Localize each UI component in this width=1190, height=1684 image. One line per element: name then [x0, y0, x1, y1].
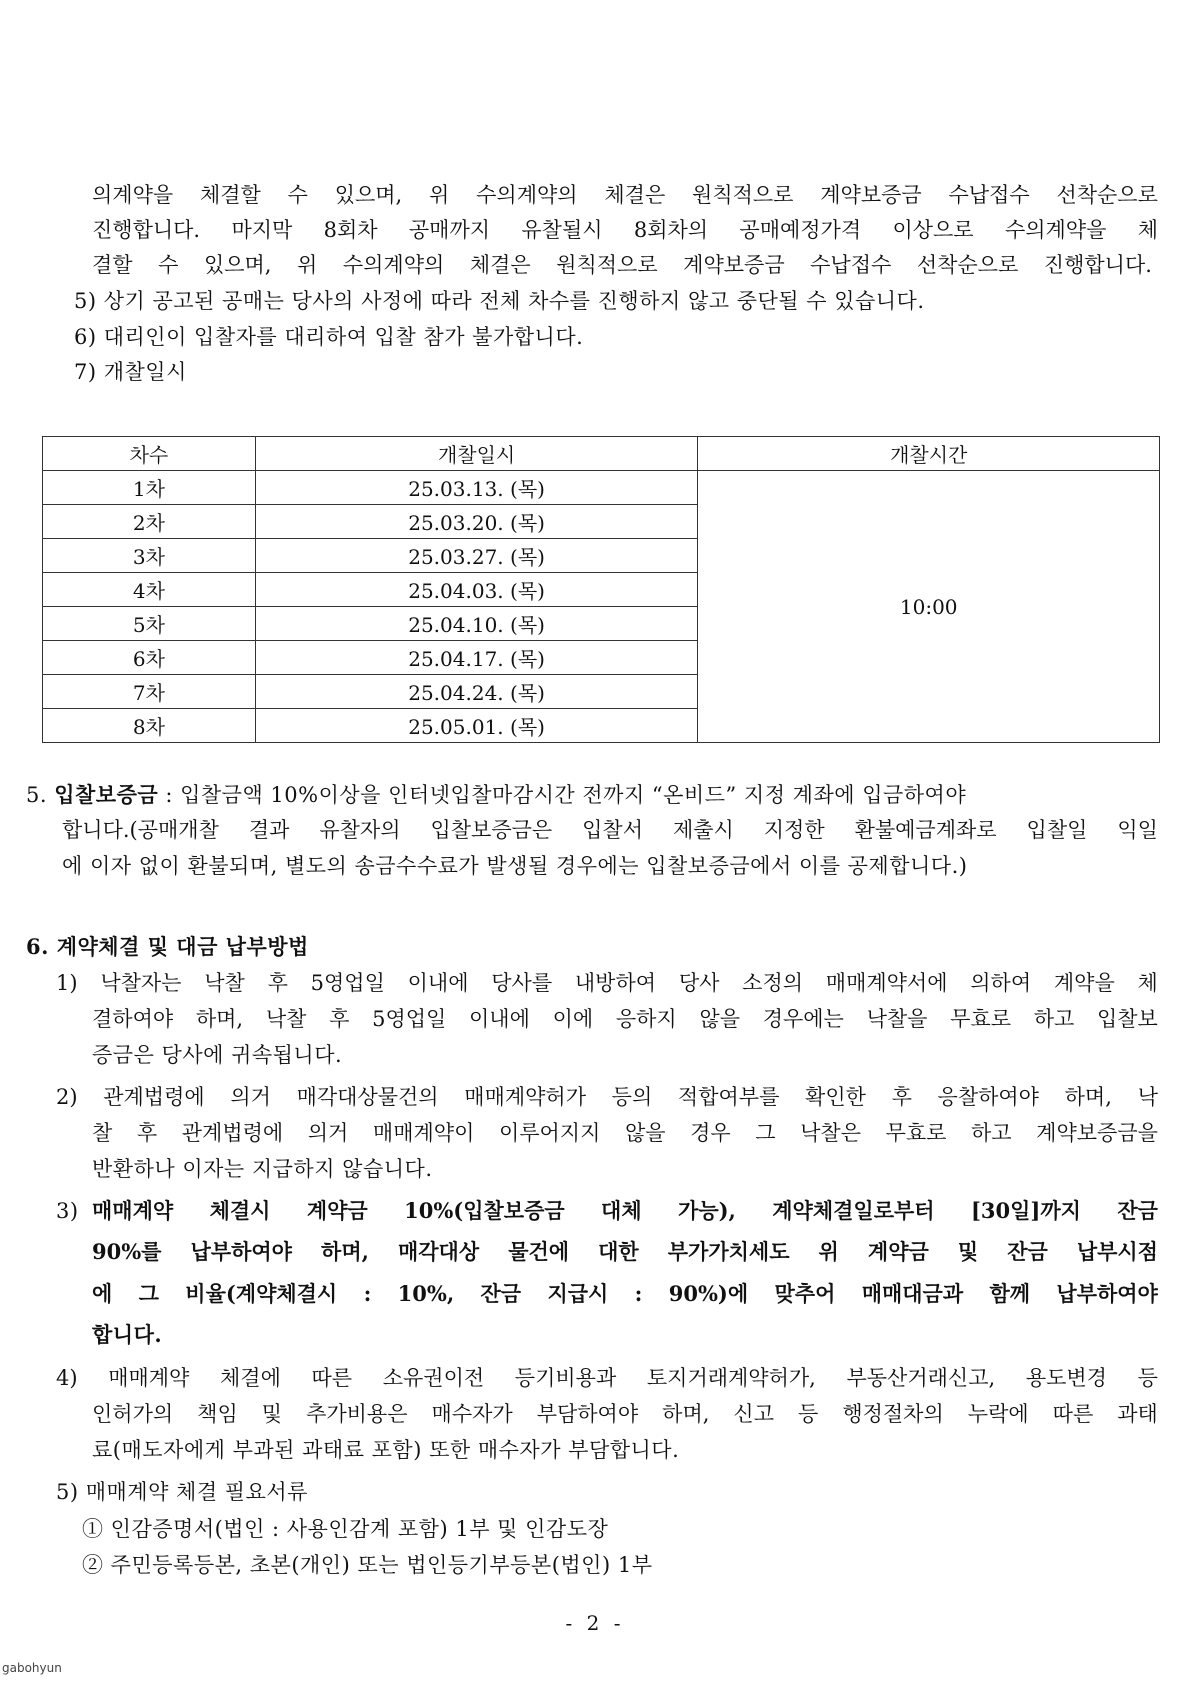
section-5-line-3: 에 이자 없이 환불되며, 별도의 송금수수료가 발생될 경우에는 입찰보증금에서 이를 공제합니다.) — [62, 854, 968, 878]
word: 낙찰을 — [866, 1007, 928, 1031]
section-5-title: 입찰보증금 — [54, 782, 159, 807]
round-cell: 2차 — [43, 505, 256, 539]
word: 등 — [798, 1402, 819, 1426]
schedule-header-row — [43, 437, 1160, 471]
word: 낙찰은 — [800, 1121, 861, 1145]
section-5-text: : 입찰금액 10%이상을 인터넷입찰마감시간 전까지 “온비드” 지정 계좌에 입금하여야 — [158, 783, 967, 807]
word: 계약보증금을 — [1036, 1121, 1158, 1145]
word: 경우에는 — [762, 1007, 844, 1031]
item-6: 6) 대리인이 입찰자를 대리하여 입찰 참가 불가합니다. — [74, 325, 584, 349]
word: 체결시 — [209, 1198, 271, 1223]
round-cell: 5차 — [43, 607, 256, 641]
word: 의하여 — [970, 971, 1032, 995]
word: 잔금 — [480, 1281, 522, 1306]
word: 결하여야 — [92, 1007, 174, 1031]
round-cell: 6차 — [43, 641, 256, 675]
s6-p1-line-3: 증금은 당사에 귀속됩니다. — [92, 1043, 343, 1067]
word: : — [634, 1281, 643, 1306]
word: 8회차의 — [633, 218, 709, 242]
word: 이내에 — [407, 971, 469, 995]
word: : — [363, 1281, 372, 1306]
time-cell: 10:00 — [698, 471, 1160, 743]
s6-p3-line-2 — [92, 1237, 1158, 1267]
date-cell: 25.04.17. (목) — [255, 641, 698, 675]
word: 부가가치세도 — [667, 1239, 790, 1264]
word: 진행합니다. — [1043, 253, 1152, 277]
word: 수의계약의 — [476, 183, 578, 207]
watermark-text: gabohyun — [2, 1661, 62, 1675]
word: 등 — [1137, 1366, 1158, 1390]
word: 따른 — [1052, 1402, 1094, 1426]
intro-line-1 — [92, 180, 1158, 210]
word: 않을 — [699, 1007, 740, 1031]
word: 체 — [1137, 218, 1158, 242]
word: 입찰일 — [1026, 818, 1088, 842]
page-number: - 2 - — [565, 1611, 625, 1635]
section-5-line-1 — [26, 780, 966, 810]
word: 수납접수 — [810, 253, 892, 277]
word: 매매계약 — [92, 1198, 174, 1223]
word: 않을 — [624, 1121, 666, 1145]
word: 하며, — [195, 1007, 244, 1031]
word: 후 — [136, 1121, 158, 1145]
word: 인허가의 — [92, 1402, 174, 1426]
word: 있으며, — [203, 253, 272, 277]
word: 수납접수 — [948, 183, 1030, 207]
word: 납부하여야 — [190, 1239, 292, 1264]
word: 신고 — [733, 1402, 774, 1426]
round-cell: 1차 — [43, 471, 256, 505]
word: 후 — [329, 1007, 350, 1031]
word: 비율(계약체결시 — [185, 1281, 338, 1306]
required-doc-1: ① 인감증명서(법인 : 사용인감계 포함) 1부 및 인감도장 — [82, 1517, 609, 1541]
s6-p2-line-1 — [56, 1082, 1158, 1112]
required-doc-2: ② 주민등록등본, 초본(개인) 또는 법인등기부등본(법인) 1부 — [82, 1553, 653, 1577]
word: 매매대금과 — [861, 1281, 964, 1306]
s6-p4-line-2 — [92, 1399, 1158, 1429]
word: 체 — [1137, 971, 1158, 995]
word: 이내에 — [469, 1007, 530, 1031]
word: 계약금 — [306, 1198, 368, 1223]
date-cell: 25.04.03. (목) — [255, 573, 698, 607]
word: 과태 — [1117, 1402, 1158, 1426]
word: 소정의 — [742, 971, 804, 995]
s6-p3-number: 3) — [56, 1199, 79, 1223]
word: 잔금 — [1007, 1239, 1048, 1264]
s6-p3-line-1 — [92, 1196, 1158, 1226]
word: 이상으로 — [892, 218, 974, 242]
word: 대한 — [598, 1239, 639, 1264]
word: 입찰서 — [582, 818, 643, 842]
word: 누락에 — [967, 1402, 1029, 1426]
word: 10%(입찰보증금 — [404, 1198, 565, 1223]
word: 확인한 — [805, 1085, 866, 1109]
word: 그 — [755, 1121, 776, 1145]
word: 매매계약허가 — [464, 1085, 586, 1109]
word: 수 — [158, 253, 179, 277]
word: 지급시 — [547, 1281, 609, 1306]
word: 낙찰 — [265, 1007, 307, 1031]
word: 원칙적으로 — [556, 253, 658, 277]
word: 있으며, — [334, 183, 403, 207]
s6-p2-line-3: 반환하나 이자는 지급하지 않습니다. — [92, 1157, 433, 1181]
schedule-table — [42, 436, 1160, 743]
word: 2) — [56, 1085, 78, 1109]
word: 익일 — [1117, 818, 1158, 842]
section-6-title: 6. 계약체결 및 대금 납부방법 — [26, 934, 309, 959]
word: 체결은 — [469, 253, 531, 277]
s6-p2-line-2 — [92, 1118, 1158, 1148]
word: 경우 — [690, 1121, 731, 1145]
word: 입찰보증금은 — [430, 818, 553, 842]
s6-p3-line-3 — [92, 1279, 1158, 1309]
word: 결할 — [92, 253, 133, 277]
word: 및 — [957, 1239, 979, 1264]
word: 무효로 — [885, 1121, 947, 1145]
word: 위 — [297, 253, 318, 277]
word: 낙찰 — [204, 971, 245, 995]
word: 매수자가 — [431, 1402, 513, 1426]
word: 입찰보 — [1096, 1007, 1158, 1031]
s6-p4-line-3: 료(매도자에게 부과된 과태료 포함) 또한 매수자가 부담합니다. — [92, 1438, 680, 1462]
header-round: 차수 — [43, 437, 256, 471]
s6-p1-line-1 — [56, 968, 1158, 998]
word: 부담하여야 — [536, 1402, 639, 1426]
word: 이루어지지 — [498, 1121, 601, 1145]
s6-p5: 5) 매매계약 체결 필요서류 — [56, 1480, 308, 1504]
word: 하며, — [1064, 1085, 1112, 1109]
word: 10%, — [397, 1281, 455, 1306]
word: 계약금 — [867, 1239, 929, 1264]
word: 관계법령에 — [181, 1121, 284, 1145]
word: 매매계약 — [108, 1366, 190, 1390]
word: 매매계약서에 — [825, 971, 948, 995]
word: 하고 — [1033, 1007, 1075, 1031]
date-cell: 25.03.27. (목) — [255, 539, 698, 573]
word: 에 — [92, 1281, 113, 1306]
word: 계약을 — [1053, 971, 1115, 995]
section-5-number: 5. — [26, 783, 48, 807]
word: 유찰자의 — [319, 818, 401, 842]
word: 후 — [267, 971, 288, 995]
word: 매각대상물건의 — [296, 1085, 439, 1109]
word: 관계법령에 — [103, 1085, 205, 1109]
word: 선착순으로 — [916, 253, 1019, 277]
word: 매각대상 — [397, 1239, 480, 1264]
s6-p3-line-4: 합니다. — [92, 1322, 163, 1347]
word: 낙찰자는 — [100, 971, 182, 995]
word: 대체 — [601, 1198, 642, 1223]
word: 하며, — [321, 1239, 369, 1264]
word: 후 — [891, 1085, 912, 1109]
header-date: 개찰일시 — [255, 437, 698, 471]
date-cell: 25.04.10. (목) — [255, 607, 698, 641]
round-cell: 7차 — [43, 675, 256, 709]
table-row — [43, 471, 1160, 505]
word: 응찰하여야 — [937, 1085, 1039, 1109]
word: 함께 — [989, 1281, 1031, 1306]
word: 적합여부를 — [677, 1085, 780, 1109]
item-7: 7) 개찰일시 — [74, 360, 187, 384]
word: 90%를 — [92, 1239, 162, 1264]
word: 수의계약의 — [342, 253, 445, 277]
word: 내방하여 — [574, 971, 657, 995]
word: 위 — [429, 183, 450, 207]
word: 계약보증금 — [683, 253, 785, 277]
round-cell: 8차 — [43, 709, 256, 743]
word: 물건에 — [508, 1239, 570, 1264]
word: 의거 — [307, 1121, 349, 1145]
word: 맞추어 — [774, 1281, 836, 1306]
date-cell: 25.03.13. (목) — [255, 471, 698, 505]
word: 응하지 — [615, 1007, 677, 1031]
word: 및 — [261, 1402, 283, 1426]
word: 이에 — [552, 1007, 594, 1031]
word: 환불예금계좌로 — [854, 818, 997, 842]
word: 공매까지 — [408, 218, 491, 242]
word: 유찰될시 — [521, 218, 603, 242]
word: 등의 — [611, 1085, 653, 1109]
word: 선착순으로 — [1056, 183, 1158, 207]
word: 행정절차의 — [842, 1402, 944, 1426]
section-5-line-2 — [62, 815, 1158, 845]
word: 용도변경 — [1025, 1366, 1107, 1390]
word: 계약보증금 — [820, 183, 922, 207]
word: 납부하여야 — [1056, 1281, 1158, 1306]
s6-p4-line-1 — [56, 1363, 1158, 1393]
word: 지정한 — [763, 818, 825, 842]
word: 진행합니다. — [92, 218, 201, 242]
word: 체결은 — [604, 183, 666, 207]
word: 체결할 — [199, 183, 261, 207]
s6-p1-line-2 — [92, 1004, 1158, 1034]
word: 위 — [818, 1239, 839, 1264]
word: 수의계약을 — [1004, 218, 1107, 242]
word: 낙 — [1137, 1085, 1158, 1109]
word: 수 — [287, 183, 308, 207]
word: 그 — [138, 1281, 159, 1306]
word: 찰 — [92, 1121, 113, 1145]
round-cell: 3차 — [43, 539, 256, 573]
word: 결과 — [248, 818, 290, 842]
date-cell: 25.03.20. (목) — [255, 505, 698, 539]
word: 계약체결일로부터 — [772, 1198, 935, 1223]
round-cell: 4차 — [43, 573, 256, 607]
word: 가능), — [678, 1198, 736, 1223]
header-time: 개찰시간 — [698, 437, 1160, 471]
word: 매매계약이 — [372, 1121, 475, 1145]
word: 원칙적으로 — [692, 183, 794, 207]
word: 하고 — [971, 1121, 1012, 1145]
word: 잔금 — [1117, 1198, 1158, 1223]
word: 의계약을 — [92, 183, 174, 207]
word: 당사 — [678, 971, 720, 995]
word: 체결에 — [220, 1366, 281, 1390]
word: 5영업일 — [310, 971, 385, 995]
word: 소유권이전 — [382, 1366, 485, 1390]
item-5: 5) 상기 공고된 공매는 당사의 사정에 따라 전체 차수를 진행하지 않고 중단될 수 있습니다. — [74, 289, 925, 313]
word: 4) — [56, 1366, 78, 1390]
word: 90%)에 — [668, 1281, 749, 1306]
word: 추가비용은 — [306, 1402, 408, 1426]
intro-line-3 — [92, 250, 1152, 280]
word: 무효로 — [950, 1007, 1011, 1031]
word: 당사를 — [491, 971, 553, 995]
word: 책임 — [197, 1402, 238, 1426]
word: 등기비용과 — [514, 1366, 617, 1390]
word: 제출시 — [672, 818, 734, 842]
intro-line-2 — [92, 215, 1158, 245]
word: 따른 — [311, 1366, 353, 1390]
word: 하며, — [662, 1402, 710, 1426]
date-cell: 25.04.24. (목) — [255, 675, 698, 709]
word: [30일]까지 — [970, 1198, 1081, 1223]
word: 부동산거래신고, — [846, 1366, 996, 1390]
word: 토지거래계약허가, — [646, 1366, 816, 1390]
word: 8회차 — [323, 218, 378, 242]
word: 합니다.(공매개찰 — [62, 818, 219, 842]
word: 납부시점 — [1076, 1239, 1158, 1264]
word: 마지막 — [231, 218, 293, 242]
word: 공매예정가격 — [739, 218, 862, 242]
word: 의거 — [230, 1085, 271, 1109]
date-cell: 25.05.01. (목) — [255, 709, 698, 743]
word: 5영업일 — [372, 1007, 447, 1031]
word: 1) — [56, 971, 78, 995]
